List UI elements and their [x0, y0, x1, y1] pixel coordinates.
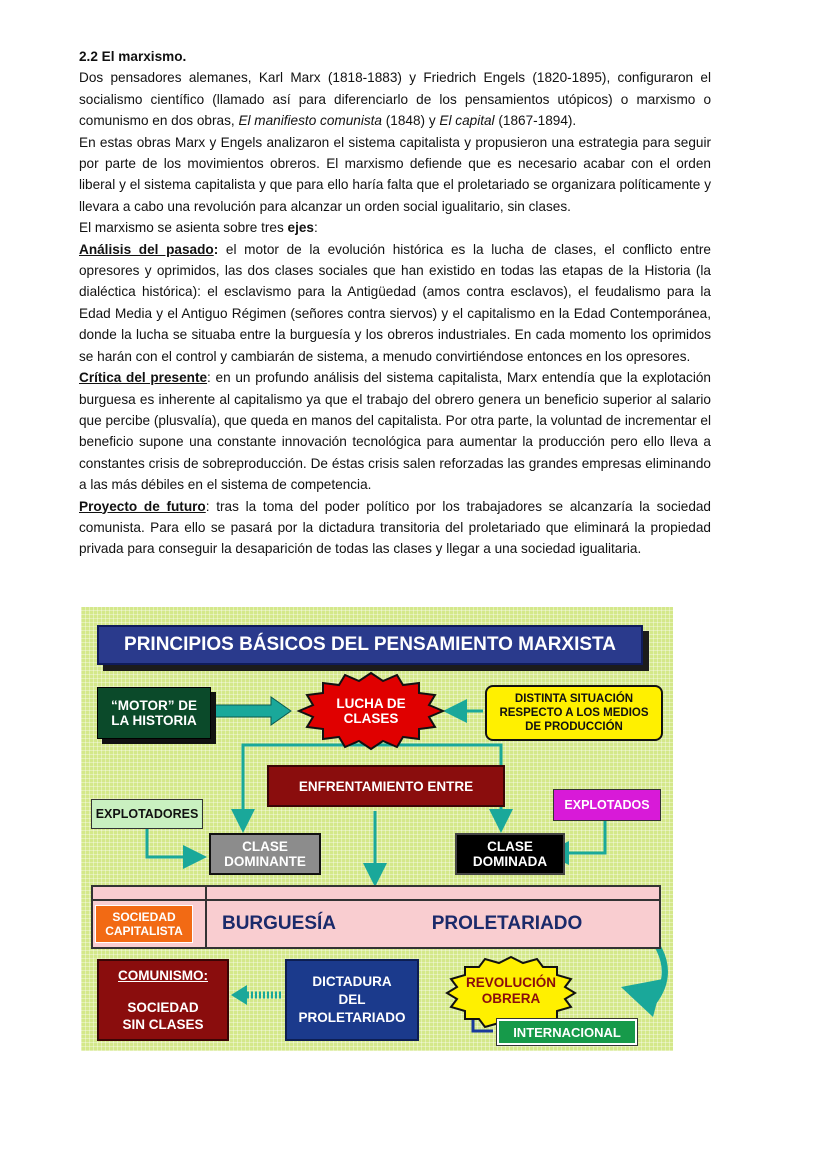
paragraph-ejes: El marxismo se asienta sobre tres ejes:: [79, 220, 318, 236]
dictadura-box: DICTADURA DEL PROLETARIADO: [285, 959, 419, 1041]
lucha-clases-label: LUCHA DE CLASES: [336, 696, 406, 726]
internacional-box: INTERNACIONAL: [497, 1019, 637, 1045]
distinta-situacion-box: DISTINTA SITUACIÓN RESPECTO A LOS MEDIOS DE PRODUCCIÓN: [485, 685, 663, 741]
paragraph-presente: Crítica del presente: en un profundo análisis del sistema capitalista, Marx entendía que la explotación burguesa es inherente al capitalismo ya que el trabajo del obrero genera un beneficio superior al salario que percibe (plusvalía), que queda en manos del capitalista. Por otra parte, la voluntad de incrementar el beneficio supone una constante innovación tecnológica para aumentar la producción pero ello lleva a constantes crisis de sobreproducción. De éstas crisis salen reforzadas las grandes empresas eliminando a las más débiles en el sistema de competencia.: [79, 370, 711, 493]
arrow-motor-to-lucha: [213, 697, 291, 725]
book-title-capital: El capital: [439, 113, 495, 129]
explotadores-box: EXPLOTADORES: [91, 799, 203, 829]
clase-dominada-box: CLASE DOMINADA: [455, 833, 565, 875]
paragraph-intro: Dos pensadores alemanes, Karl Marx (1818-1883) y Friedrich Engels (1820-1895), configuraron el socialismo científico (llamado así para diferenciarlo de los pensamientos utópicos) o marxismo o comunismo en dos obras, El manifiesto comunista (1848) y El capital (1867-1894).: [79, 70, 711, 129]
paragraph-strategy: En estas obras Marx y Engels analizaron el sistema capitalista y propusieron una estrategia para seguir por parte de los movimientos obreros. El marxismo defiende que es necesario acabar con el orden liberal y el sistema capitalista y que para ello haría falta que el proletariado se organizara políticamente y llevara a cabo una revolución para alcanzar un orden social igualitario, sin clases.: [79, 134, 711, 214]
clase-dominante-box: CLASE DOMINANTE: [209, 833, 321, 875]
arrow-explotadores-to-dominante: [147, 829, 201, 857]
marxism-diagram: [81, 607, 673, 1051]
section-title: 2.2 El marxismo.: [79, 49, 187, 64]
revolucion-label: REVOLUCIÓN OBRERA: [465, 975, 556, 1006]
burguesia-label: BURGUESÍA: [221, 913, 336, 934]
motor-historia-box: “MOTOR” DE LA HISTORIA: [97, 687, 211, 739]
diagram-title: PRINCIPIOS BÁSICOS DEL PENSAMIENTO MARXISTA: [97, 625, 643, 665]
proletariado-label: PROLETARIADO: [431, 913, 583, 934]
book-title-manifiesto: El manifiesto comunista: [238, 113, 382, 129]
explotados-box: EXPLOTADOS: [553, 789, 661, 821]
comunismo-box: COMUNISMO: SOCIEDAD SIN CLASES: [97, 959, 229, 1041]
paragraph-futuro: Proyecto de futuro: tras la toma del poder político por los trabajadores se alcanzaría la sociedad comunista. Para ello se pasará por la dictadura transitoria del proletariado que eliminará la propiedad privada para conseguir la desaparición de todas las clases y llegar a una sociedad igualitaria.: [79, 498, 711, 557]
label-presente: Crítica del presente: [79, 370, 208, 386]
label-pasado: Análisis del pasado: [79, 241, 214, 257]
document-body: [79, 46, 711, 560]
label-futuro: Proyecto de futuro: [79, 498, 206, 514]
paragraph-pasado: Análisis del pasado: el motor de la evolución histórica es la lucha de clases, el conflicto entre opresores y oprimidos, las dos clases sociales que han existido en todas las etapas de la Historia (la dialéctica histórica): el esclavismo para la Antigüedad (amos contra esclavos), el feudalismo para la Edad Media y el Antiguo Régimen (señores contra siervos) y el capitalismo en la Edad Contemporánea, donde la lucha se situaba entre la burguesía y los obreros industriales. En cada momento los oprimidos se harán con el control y cambiarán de sistema, a menudo convirtiéndose entonces en los opresores.: [79, 241, 711, 364]
comunismo-heading: COMUNISMO:: [118, 968, 208, 983]
enfrentamiento-box: ENFRENTAMIENTO ENTRE: [267, 765, 505, 807]
sociedad-capitalista-box: SOCIEDAD CAPITALISTA: [95, 905, 193, 943]
